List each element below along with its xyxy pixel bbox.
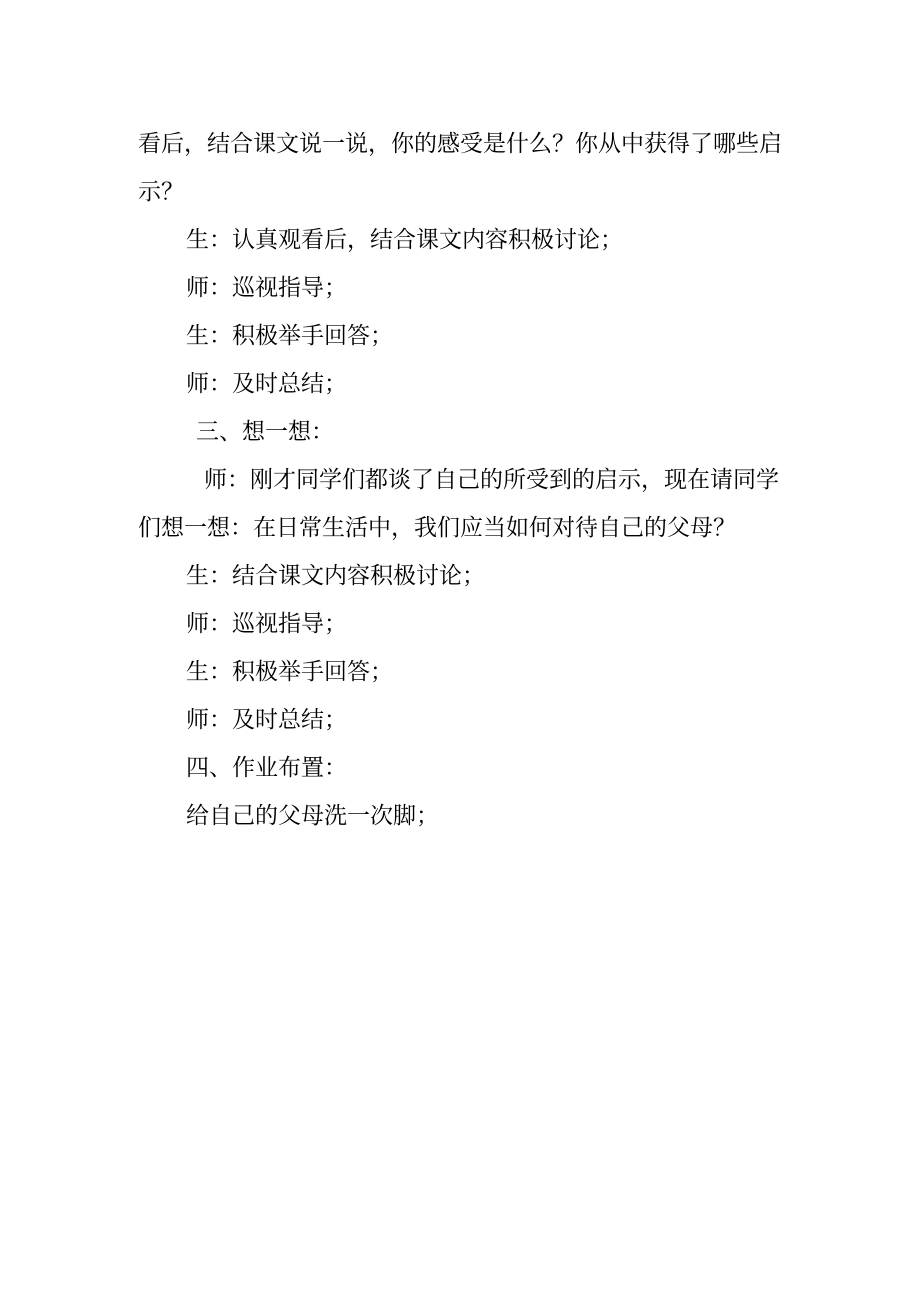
student-line: 生：认真观看后，结合课文内容积极讨论； bbox=[186, 227, 623, 253]
teacher-line: 师：及时总结； bbox=[186, 707, 347, 733]
student-line: 生：积极举手回答； bbox=[186, 659, 393, 685]
paragraph-line: 看后，结合课文说一说，你的感受是什么？你从中获得了哪些启 bbox=[138, 131, 782, 157]
teacher-line: 师：刚才同学们都谈了自己的所受到的启示，现在请同学 bbox=[204, 467, 779, 493]
student-line: 生：积极举手回答； bbox=[186, 323, 393, 349]
teacher-line: 师：巡视指导； bbox=[186, 275, 347, 301]
paragraph-line: 们想一想：在日常生活中，我们应当如何对待自己的父母？ bbox=[138, 515, 736, 541]
teacher-line: 师：巡视指导； bbox=[186, 611, 347, 637]
section-heading: 四、作业布置： bbox=[186, 755, 347, 781]
section-heading: 三、想一想： bbox=[196, 419, 334, 445]
teacher-line: 师：及时总结； bbox=[186, 371, 347, 397]
paragraph-line: 示？ bbox=[138, 179, 184, 205]
student-line: 生：结合课文内容积极讨论； bbox=[186, 563, 485, 589]
homework-line: 给自己的父母洗一次脚； bbox=[186, 803, 439, 829]
document-body bbox=[138, 120, 788, 840]
